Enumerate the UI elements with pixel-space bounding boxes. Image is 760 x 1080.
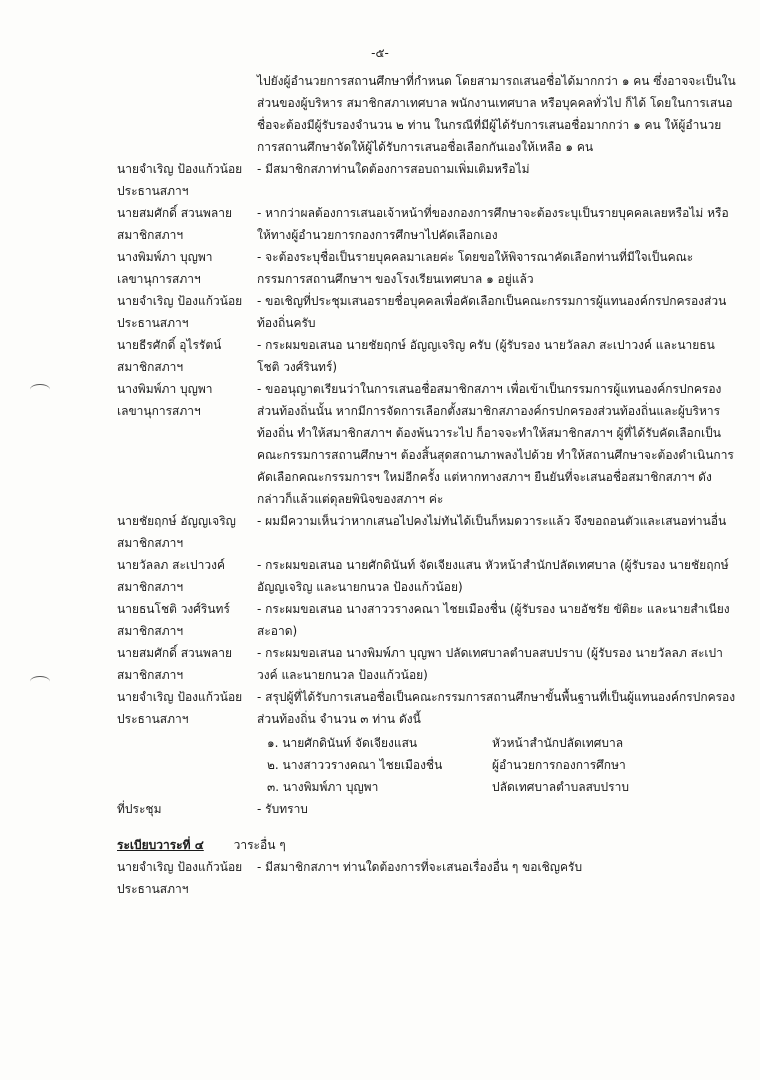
speaker-name: นายธีรศักดิ์ อุไรรัตน์: [117, 338, 222, 352]
agenda-label: ระเบียบวาระที่ ๔: [117, 838, 204, 852]
resolution-text: - รับทราบ: [257, 802, 308, 816]
speaker-name: นายธนโชติ วงศ์รินทร์: [117, 602, 230, 616]
speaker: [117, 686, 257, 730]
speech-text: - มีสมาชิกสภาฯ ท่านใดต้องการที่จะเสนอเรื่องอื่น ๆ ขอเชิญครับ: [257, 860, 583, 874]
speech-text: - กระผมขอเสนอ นายชัยฤกษ์ อัญญเจริญ ครับ (ผู้รับรอง นายวัลลภ สะเปาวงค์ และนายธนโชติ วงศ์รินทร์): [257, 338, 715, 374]
speaker-entry: [117, 510, 737, 554]
speech-text: - กระผมขอเสนอ นางสาววรางคณา ไชยเมืองชื่น (ผู้รับรอง นายอัชรัย ขัติยะ และนายสำเนียง สะอาด): [257, 602, 730, 638]
speaker: [117, 158, 257, 202]
speaker: [117, 246, 257, 290]
speaker: [117, 334, 257, 378]
speaker-entry: [117, 686, 737, 730]
speech-text: - ขอเชิญที่ประชุมเสนอรายชื่อบุคคลเพื่อคัดเลือกเป็นคณะกรรมการผู้แทนองค์กรปกครองส่วนท้องถิ่นครับ: [257, 294, 727, 330]
speech-text: - หากว่าผลต้องการเสนอเจ้าหน้าที่ของกองการศึกษาจะต้องระบุเป็นรายบุคคลเลยหรือไม่ หรือให้ทางผู้อำนวยการกองการศึกษาไปคัดเลือกเอง: [257, 206, 729, 242]
speaker: [117, 510, 257, 554]
speaker-name: นายจำเริญ ป้องแก้วน้อย: [117, 162, 243, 176]
speech-text: - จะต้องระบุชื่อเป็นรายบุคคลมาเลยค่ะ โดยขอให้พิจารณาคัดเลือกท่านที่มีใจเป็นคณะกรรมการสถานศึกษาฯ ของโรงเรียนเทศบาล ๑ อยู่แล้ว: [257, 250, 694, 286]
speaker: [117, 598, 257, 642]
speech-text: - สรุปผู้ที่ได้รับการเสนอชื่อเป็นคณะกรรมการสถานศึกษาขั้นพื้นฐานที่เป็นผู้แทนองค์กรปกครองส่วนท้องถิ่น จำนวน ๓ ท่าน ดังนี้: [257, 690, 736, 726]
speaker: [117, 202, 257, 246]
agenda-heading: [117, 834, 737, 856]
speaker-role: สมาชิกสภาฯ: [117, 536, 184, 550]
speaker: [117, 554, 257, 598]
nominee-row: [257, 776, 737, 798]
speaker-entries: [117, 158, 737, 730]
speech-text: - มีสมาชิกสภาท่านใดต้องการสอบถามเพิ่มเติมหรือไม่: [257, 162, 530, 176]
speaker-name: นายจำเริญ ป้องแก้วน้อย: [117, 690, 243, 704]
speaker-role: เลขานุการสภาฯ: [117, 272, 201, 286]
nominee-position: หัวหน้าสำนักปลัดเทศบาล: [492, 736, 624, 750]
hole-punch-mark: [30, 676, 50, 687]
speaker-name: นายจำเริญ ป้องแก้วน้อย: [117, 860, 243, 874]
resolution-label: ที่ประชุม: [117, 802, 162, 816]
speaker-entry: [117, 554, 737, 598]
speaker-name: นายสมศักดิ์ สวนพลาย: [117, 206, 232, 220]
continuation-paragraph: ไปยังผู้อำนวยการสถานศึกษาที่กำหนด โดยสามารถเสนอชื่อได้มากกว่า ๑ คน ซึ่งอาจจะเป็นในส่วนของผู้บริหาร สมาชิกสภาเทศบาล พนักงานเทศบาล หรือบุคคลทั่วไป ก็ได้ โดยในการเสนอชื่อจะต้องมีผู้รับรองจำนวน ๒ ท่าน ในกรณีที่มีผู้ได้รับการเสนอชื่อมากกว่า ๑ คน ให้ผู้อำนวยการสถานศึกษาจัดให้ผู้ได้รับการเสนอชื่อเลือกกันเองให้เหลือ ๑ คน: [257, 74, 736, 154]
speech-text: - ผมมีความเห็นว่าหากเสนอไปคงไม่ทันได้เป็นก็หมดวาระแล้ว จึงขอถอนตัวและเสนอท่านอื่น: [257, 514, 727, 528]
page-number: -๕-: [371, 46, 389, 60]
minutes-body: [117, 70, 737, 900]
speaker-entry: [117, 246, 737, 290]
speaker-role: ประธานสภาฯ: [117, 184, 189, 198]
speaker-name: นางพิมพ์ภา บุญพา: [117, 250, 213, 264]
speaker-role: ประธานสภาฯ: [117, 712, 189, 726]
speaker-role: ประธานสภาฯ: [117, 316, 189, 330]
speech-text: - กระผมขอเสนอ นายศักดินันท์ จัดเจียงแสน หัวหน้าสำนักปลัดเทศบาล (ผู้รับรอง นายชัยฤกษ์ อัญญเจริญ และนายกนวล ป้องแก้วน้อย): [257, 558, 729, 594]
nominee-position: ผู้อำนวยการกองการศึกษา: [492, 758, 626, 772]
speaker-entry: [117, 334, 737, 378]
speech-text: - กระผมขอเสนอ นางพิมพ์ภา บุญพา ปลัดเทศบาลตำบลสบปราบ (ผู้รับรอง นายวัลลภ สะเปาวงค์ และนายกนวล ป้องแก้วน้อย): [257, 646, 723, 682]
speaker-role: สมาชิกสภาฯ: [117, 580, 184, 594]
nominee-position: ปลัดเทศบาลตำบลสบปราบ: [492, 780, 629, 794]
resolution-entry: [117, 798, 737, 820]
nominee-row: [257, 754, 737, 776]
speaker-entry: [117, 378, 737, 510]
speaker-name: นายจำเริญ ป้องแก้วน้อย: [117, 294, 243, 308]
speech-text: - ขออนุญาตเรียนว่าในการเสนอชื่อสมาชิกสภาฯ เพื่อเข้าเป็นกรรมการผู้แทนองค์กรปกครองส่วนท้องถิ่นนั้น หากมีการจัดการเลือกตั้งสมาชิกสภาองค์กรปกครองส่วนท้องถิ่นและผู้บริหารท้องถิ่น ทำให้สมาชิกสภาฯ ต้องพ้นวาระไป ก็อาจจะทำให้สมาชิกสภาฯ ผู้ที่ได้รับคัดเลือกเป็นคณะกรรมการสถานศึกษาฯ ต้องสิ้นสุดสถานภาพลงไปด้วย ทำให้สถานศึกษาจะต้องดำเนินการคัดเลือกคณะกรรมการฯ ใหม่อีกครั้ง แต่หากทางสภาฯ ยืนยันที่จะเสนอชื่อสมาชิกสภาฯ ดังกล่าวก็แล้วแต่ดุลยพินิจของสภาฯ ค่ะ: [257, 382, 734, 506]
speaker-role: สมาชิกสภาฯ: [117, 360, 184, 374]
agenda-title: วาระอื่น ๆ: [233, 838, 286, 852]
speaker-entry: [117, 856, 737, 900]
speaker: [117, 856, 257, 900]
speaker-role: ประธานสภาฯ: [117, 882, 189, 896]
speaker-role: เลขานุการสภาฯ: [117, 404, 201, 418]
nominee-list: [257, 732, 737, 798]
speaker-entry: [117, 290, 737, 334]
nominee-name: ๑. นายศักดินันท์ จัดเจียงแสน: [267, 736, 418, 750]
speaker: [117, 378, 257, 422]
hole-punch-mark: [30, 384, 50, 395]
speaker-name: นายวัลลภ สะเปาวงค์: [117, 558, 225, 572]
speaker: [117, 798, 257, 820]
nominee-name: ๓. นางพิมพ์ภา บุญพา: [267, 780, 379, 794]
speaker-name: นางพิมพ์ภา บุญพา: [117, 382, 213, 396]
speaker-entry: [117, 202, 737, 246]
speaker-role: สมาชิกสภาฯ: [117, 668, 184, 682]
speaker: [117, 290, 257, 334]
speaker-role: สมาชิกสภาฯ: [117, 228, 184, 242]
speaker-role: สมาชิกสภาฯ: [117, 624, 184, 638]
speaker-entry: [117, 158, 737, 202]
speaker-entry: [117, 598, 737, 642]
speaker-name: นายสมศักดิ์ สวนพลาย: [117, 646, 232, 660]
speaker: [117, 642, 257, 686]
nominee-name: ๒. นางสาววรางคณา ไชยเมืองชื่น: [267, 758, 443, 772]
speaker-entry: [117, 642, 737, 686]
nominee-row: [257, 732, 737, 754]
speaker-name: นายชัยฤกษ์ อัญญเจริญ: [117, 514, 236, 528]
